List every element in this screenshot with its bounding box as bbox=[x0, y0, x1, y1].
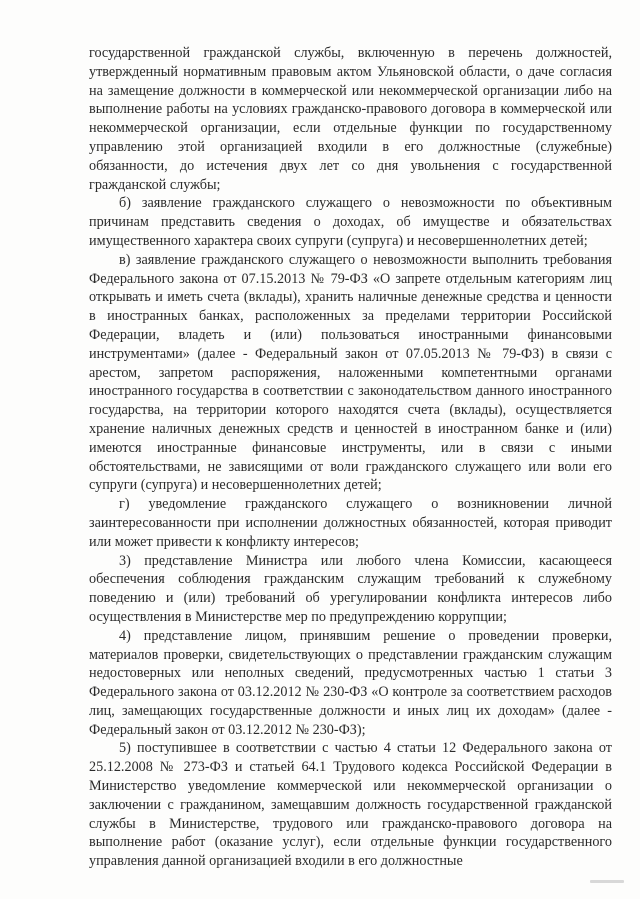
paragraph-item-5: 5) поступившее в соответствии с частью 4 статьи 12 Федерального закона от 25.12.2008 № 273-ФЗ и статьей 64.1 Трудового кодекса Российской Федерации в Министерство уведомление коммерческой или некоммерческой организации о заключении с гражданином, замещавшим должность государственной гражданской службы в Министерстве, трудового или гражданско-правового договора на выполнение работ (оказание услуг), если отдельные функции государственного управления данной организацией входили в его должностные bbox=[89, 740, 612, 870]
paragraph-item-v: в) заявление гражданского служащего о невозможности выполнить требования Федерального закона от 07.15.2013 № 79-ФЗ «О запрете отдельным категориям лиц открывать и иметь счета (вклады), хранить наличные денежные средства и ценности в иностранных банках, расположенных за пределами территории Российской Федерации, владеть и (или) пользоваться иностранными финансовыми инструментами» (далее - Федеральный закон от 07.05.2013 № 79-ФЗ) в связи с арестом, запретом распоряжения, наложенными компетентными органами иностранного государства в соответствии с законодательством данного иностранного государства, на территории которого находятся счета (вклады), осуществляется хранение наличных денежных средств и ценностей в иностранном банке и (или) имеются иностранные финансовые инструменты, или в связи с иными обстоятельствами, не зависящими от воли гражданского служащего или воли его супруги (супруга) и несовершеннолетних детей; bbox=[89, 251, 612, 494]
paragraph-continuation: государственной гражданской службы, включенную в перечень должностей, утвержденный нормативным правовым актом Ульяновской области, о даче согласия на замещение должности в коммерческой или некоммерческой организации либо на выполнение работы на условиях гражданско-правового договора в коммерческой или некоммерческой организации, если отдельные функции по государственному управлению этой организацией входили в его должностные (служебные) обязанности, до истечения двух лет со дня увольнения с государственной гражданской службы; bbox=[89, 45, 612, 193]
paragraph-item-g: г) уведомление гражданского служащего о возникновении личной заинтересованности при исполнении должностных обязанностей, которая приводит или может привести к конфликту интересов; bbox=[89, 496, 612, 550]
paragraph-item-3: 3) представление Министра или любого члена Комиссии, касающееся обеспечения соблюдения гражданским служащим требований к служебному поведению и (или) требований об урегулировании конфликта интересов либо осуществления в Министерстве мер по предупреждению коррупции; bbox=[89, 552, 612, 625]
scan-artifact bbox=[590, 880, 624, 883]
paragraph-item-b: б) заявление гражданского служащего о невозможности по объективным причинам представить сведения о доходах, об имуществе и обязательствах имущественного характера своих супруги (супруга) и несовершеннолетних детей; bbox=[89, 195, 612, 249]
paragraph-item-4: 4) представление лицом, принявшим решение о проведении проверки, материалов проверки, свидетельствующих о представлении гражданским служащим недостоверных или неполных сведений, предусмотренных частью 1 статьи 3 Федерального закона от 03.12.2012 № 230-ФЗ «О контроле за соответствием расходов лиц, замещающих государственные должности и иных лиц их доходам» (далее - Федеральный закон от 03.12.2012 № 230-ФЗ); bbox=[89, 627, 612, 738]
document-body bbox=[89, 44, 612, 871]
